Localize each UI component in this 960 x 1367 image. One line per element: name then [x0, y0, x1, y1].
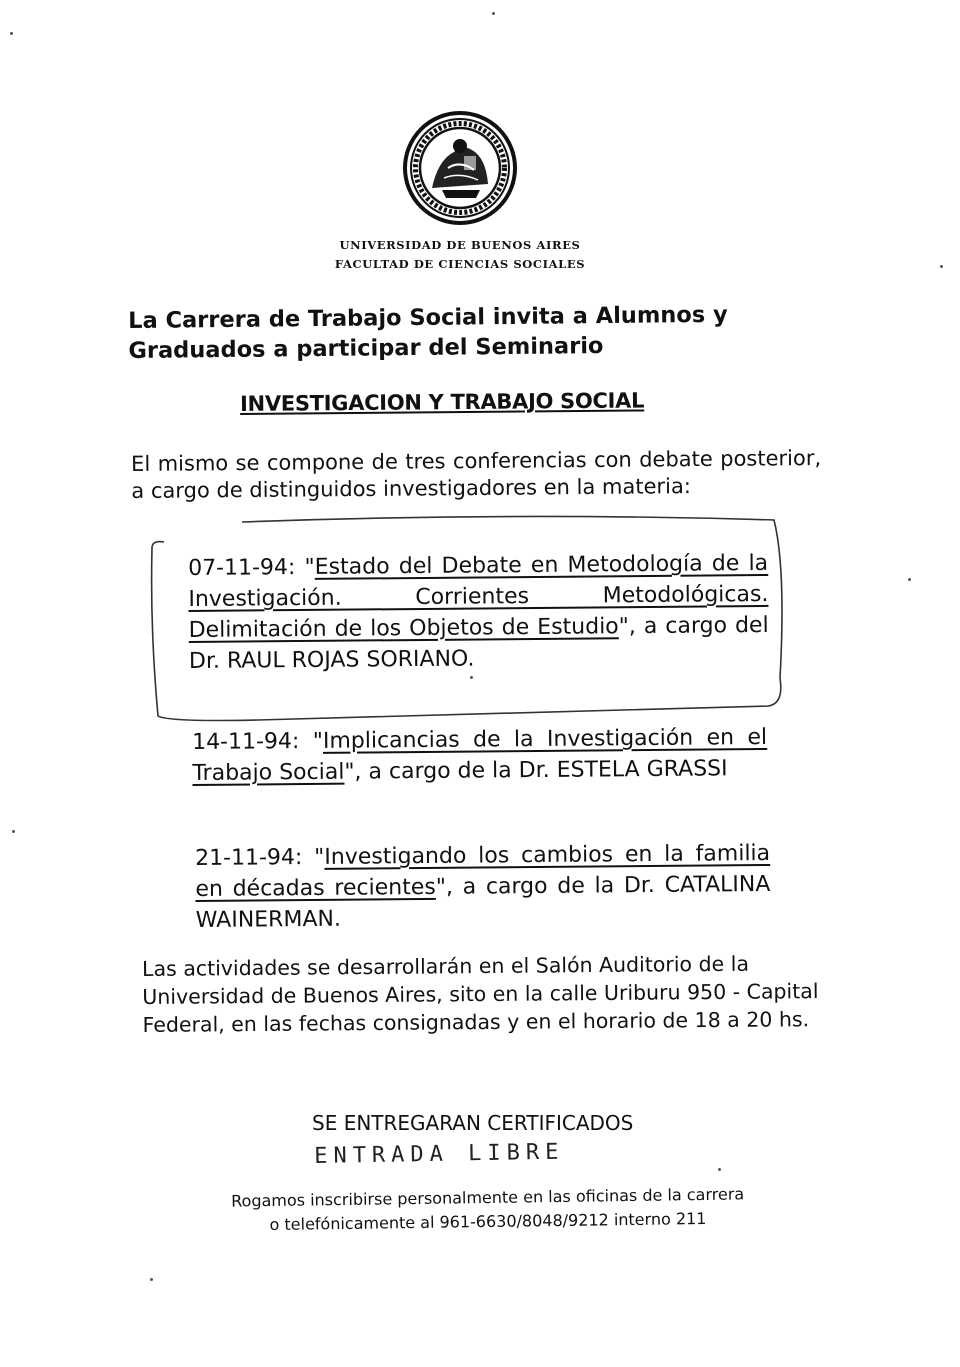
- scan-speck: [718, 1168, 721, 1171]
- conference-item: 14-11-94: "Implicancias de la Investigación en el Trabajo Social", a cargo de la Dr. ESTELA GRASSI: [192, 724, 768, 786]
- scan-speck: [470, 676, 473, 679]
- university-name: UNIVERSIDAD DE BUENOS AIRES: [339, 238, 581, 252]
- venue-paragraph: Las actividades se desarrollarán en el Salón Auditorio de la Universidad de Buenos Aires, sito en la calle Uriburu 950 - Capital Federal, en las fechas consignadas y en el horario de 18 a 20 hs.: [142, 951, 819, 1037]
- intro-paragraph: El mismo se compone de tres conferencias con debate posterior, a cargo de distinguidos investigadores en la materia:: [131, 445, 822, 503]
- scan-speck: [492, 12, 495, 15]
- conference-title: Investigando los cambios en la familia en décadas recientes: [195, 840, 771, 902]
- invitation-text: La Carrera de Trabajo Social invita a Alumnos y Graduados a participar del Seminario: [128, 301, 728, 364]
- handwritten-note: ENTRADA LIBRE: [314, 1139, 565, 1169]
- institution-header: [300, 236, 620, 274]
- conference-by: ", a cargo de la Dr.: [435, 872, 655, 900]
- conference-item: 21-11-94: "Investigando los cambios en la familia en décadas recientes", a cargo de la Dr. CATALINA WAINERMAN.: [195, 840, 771, 933]
- registration-line: Rogamos inscribirse personalmente en las oficinas de la carrera: [231, 1184, 745, 1211]
- conference-date: 21-11-94:: [195, 845, 303, 871]
- scan-speck: [10, 32, 13, 35]
- seminar-title: INVESTIGACION Y TRABAJO SOCIAL: [240, 388, 645, 416]
- faculty-name: FACULTAD DE CIENCIAS SOCIALES: [334, 257, 586, 271]
- conference-item: 07-11-94: "Estado del Debate en Metodología de la Investigación. Corrientes Metodológicas. Delimitación de los Objetos de Estudio", a cargo del Dr. RAUL ROJAS SORIANO.: [188, 550, 769, 674]
- scan-speck: [12, 830, 15, 833]
- scan-speck: [150, 1278, 153, 1281]
- certificates-notice: SE ENTREGARAN CERTIFICADOS: [312, 1111, 634, 1135]
- conference-title: Implicancias de la Investigación en el Trabajo Social: [192, 724, 768, 786]
- university-seal-icon: [402, 110, 518, 226]
- conference-by: ", a cargo del Dr.: [188, 612, 769, 674]
- conference-speaker: ESTELA GRASSI: [556, 756, 728, 783]
- scan-speck: [908, 578, 911, 581]
- conference-date: 07-11-94:: [188, 555, 296, 581]
- registration-info: [180, 1182, 796, 1239]
- conference-by: ", a cargo de la Dr.: [344, 757, 550, 785]
- scan-speck: [940, 265, 943, 268]
- conference-title: Estado del Debate en Metodología de la Investigación. Corrientes Metodológicas. Delimitación de los Objetos de Estudio: [188, 550, 769, 643]
- conference-speaker: RAUL ROJAS SORIANO.: [226, 646, 475, 674]
- conference-date: 14-11-94:: [192, 729, 300, 755]
- registration-line: o telefónicamente al 961-6630/8048/9212 interno 211: [269, 1208, 707, 1235]
- conference-speaker: CATALINA WAINERMAN.: [195, 871, 771, 933]
